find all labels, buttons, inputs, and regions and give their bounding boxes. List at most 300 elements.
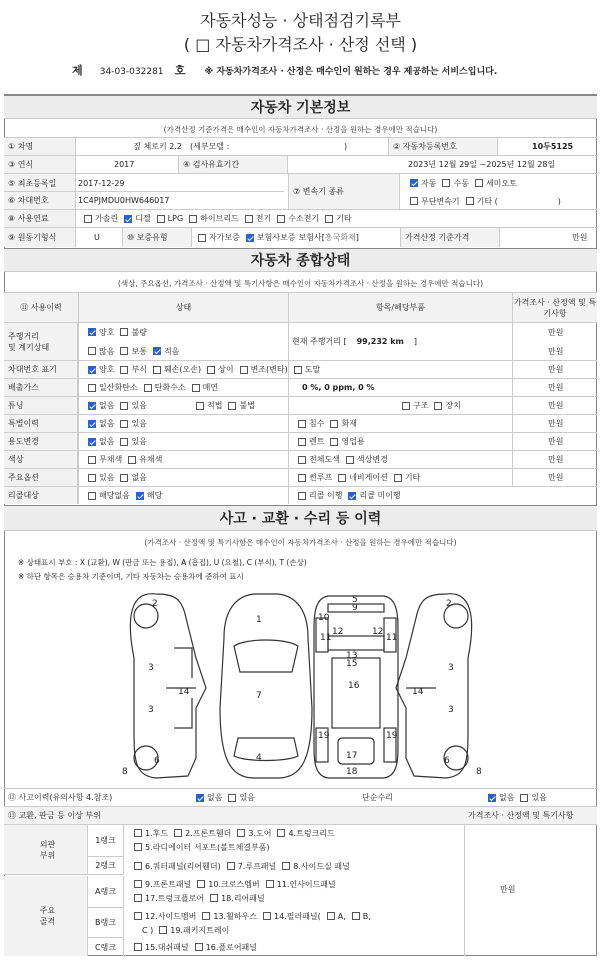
recall-not-checkbox[interactable] [348,492,356,500]
svg-text:11: 11 [386,633,398,643]
svg-text:19: 19 [386,731,398,741]
repair-none-checkbox[interactable] [488,794,496,802]
special-label: 특별이력 [4,415,78,432]
service-notice: ※ 자동차가격조사 · 산정은 매수인이 원하는 경우 제공하는 서비스입니다. [204,67,498,77]
recall-na-label: 해당없음 [99,491,130,500]
option-none-checkbox[interactable] [120,474,128,482]
rank1-items [128,826,335,854]
svg-text:3: 3 [448,663,454,673]
usage-none-label: 없음 [99,437,115,446]
document-subtitle: ( □ 자동차가격조사 · 산정 선택 ) [183,35,418,54]
recall-na-checkbox[interactable] [88,492,96,500]
fire-label: 화재 [341,419,357,428]
warranty-insurance-checkbox[interactable] [246,234,254,242]
rankA-items [128,877,336,905]
color-price: 만원 [548,455,564,464]
first-reg-label: ⑤ 최초등록일 [4,174,76,192]
vin-mark-price: 만원 [548,365,564,374]
business-checkbox[interactable] [330,438,338,446]
exchange-price-label: 가격조사 · 산정액 및 특기사항 [468,811,574,820]
special-none-checkbox[interactable] [88,420,96,428]
rank2-items [128,858,350,874]
fire-checkbox[interactable] [330,420,338,428]
part-door-label: 3.도어 [248,828,272,838]
part-quarter-panel-label: 6.쿼터패널(리어휀더) [145,861,221,871]
vin-painted-label: 도말 [304,365,321,374]
doc-suffix: 호 [174,64,186,77]
pillar-b-checkbox[interactable] [352,912,360,920]
emission-hc-label: 탄화수소 [154,383,186,392]
warranty-insurance-label: 보험사보증 [256,233,296,242]
fuel-hybrid-checkbox[interactable] [189,215,197,223]
vin-diff-label: 상이 [218,365,234,374]
part-wheel-house-label: 13.휠하우스 [213,911,258,921]
vin-good-label: 양호 [99,365,115,374]
reg-no-value: 10두5125 [532,142,574,151]
status-col-line-1 [78,322,79,504]
inspect-period: 2023년 12월 29일 ~2025년 12월 28일 [408,160,556,169]
main-label-2: 골격 [39,917,56,926]
mileage-few-checkbox[interactable] [153,347,161,355]
document-number-row [72,62,497,78]
mileage-many-checkbox[interactable] [88,347,96,355]
status-col-line-2 [288,322,289,504]
meter-good-label: 양호 [99,327,115,337]
row-mileage [4,322,597,360]
rent-label: 렌트 [309,437,325,446]
fuel-gasoline-checkbox[interactable] [84,215,92,223]
fuel-label: ⑧ 사용연료 [4,210,76,227]
vin-value: 1C4PJMDU0HW646017 [78,196,170,205]
option-none-label: 없음 [131,473,147,482]
recall-not-label: 리콜 미이행 [359,491,401,500]
part-hood-checkbox[interactable] [134,829,142,837]
vin-good-checkbox[interactable] [88,366,96,374]
tuning-device-label: 장치 [445,401,461,410]
fuel-options [78,210,352,227]
option-type-options [292,469,420,486]
recall-applicable-checkbox[interactable] [136,492,144,500]
car-top-view [220,594,312,778]
usage-label: 용도변경 [4,433,78,450]
fuel-hydrogen-checkbox[interactable] [277,215,285,223]
row-vin-mark [4,360,597,378]
fuel-diesel-label: 디젤 [135,214,151,223]
rankB-items [128,909,371,937]
warranty-label: ⑩ 보증유형 [122,228,192,247]
part-trunk-floor-checkbox[interactable] [134,894,142,902]
svg-text:16: 16 [348,681,360,691]
usage-type-options [292,433,365,450]
warranty-close: ] [355,233,359,242]
tuning-exists-label: 있음 [131,401,147,410]
part-floor-panel-checkbox[interactable] [195,943,203,951]
flood-label: 침수 [309,419,325,428]
svg-text:5: 5 [352,595,358,605]
detail-model-close: ) [344,142,348,151]
mileage-label [4,323,78,360]
part-rear-panel-checkbox[interactable] [210,894,218,902]
color-options [82,451,162,468]
color-label: 색상 [4,451,78,468]
tuning-none-checkbox[interactable] [88,402,96,410]
tuning-options [82,397,147,414]
usage-exists-checkbox[interactable] [120,438,128,446]
part-side-member-checkbox[interactable] [134,912,142,920]
part-roof-panel-checkbox[interactable] [227,862,235,870]
meter-good-checkbox[interactable] [88,328,96,336]
vin-altered-checkbox[interactable] [240,366,248,374]
svg-text:1: 1 [256,615,262,625]
section-status-title: 자동차 종합상태 [4,248,597,272]
fuel-electric-label: 전기 [255,214,272,223]
svg-text:15: 15 [346,659,358,669]
part-inside-panel-label: 11.인사이드패널 [276,879,336,889]
vin-altered-label: 변조(변타) [250,365,288,374]
part-door-checkbox[interactable] [237,829,245,837]
vin-painted-checkbox[interactable] [294,366,302,374]
repair-exists-checkbox[interactable] [520,794,528,802]
option-options [82,469,147,486]
part-trunk-lid-label: 4.트렁크리드 [288,828,335,838]
current-mileage-label: 현재 주행거리 [ [292,337,347,346]
svg-text:7: 7 [256,691,262,701]
part-package-tray-label: 19.패키지트레이 [170,925,230,935]
color-change-checkbox[interactable] [346,456,354,464]
accident-none-checkbox[interactable] [196,794,204,802]
svg-text:3: 3 [148,705,154,715]
trans-manual-label: 수동 [453,178,469,188]
recall-label: 리콜대상 [4,487,78,504]
svg-text:12: 12 [372,627,384,637]
car-name-value: 짚 체로키 2.2 [133,142,182,151]
outer-panel-label [4,825,88,875]
meter-bad-label: 불량 [131,327,147,337]
rank2-label: 2랭크 [88,857,124,875]
tuning-structure-checkbox[interactable] [402,402,410,410]
row-exchange-header [4,806,597,824]
special-price: 만원 [548,419,564,428]
business-label: 영업용 [341,437,365,446]
fuel-gasoline-label: 가솔린 [95,214,119,223]
rank1-label: 1랭크 [88,825,124,857]
part-cross-member-label: 10.크로스멤버 [208,879,260,889]
inspect-label: ④ 검사유효기간 [178,156,288,173]
row-accident-history [4,788,597,806]
svg-text:17: 17 [346,751,358,761]
vin-damage-label: 훼손(오손) [163,365,202,374]
warranty-company: 흥국화재 [324,233,356,242]
fuel-electric-checkbox[interactable] [245,215,253,223]
sunroof-label: 썬루프 [309,473,333,482]
vin-damage-checkbox[interactable] [153,366,161,374]
part-side-member-label: 12.사이드멤버 [145,911,197,921]
achromatic-checkbox[interactable] [88,456,96,464]
emission-options [82,379,218,396]
mileage-normal-label: 보통 [131,346,147,356]
paint-options [292,451,388,468]
tuning-price: 만원 [548,401,564,410]
tuning-type-options [396,397,461,414]
part-side-sill-checkbox[interactable] [282,862,290,870]
svg-text:8: 8 [476,767,482,777]
special-type-options [292,415,357,432]
row-emission [4,378,597,396]
mileage-price-2: 만원 [548,346,564,356]
trans-cvt-checkbox[interactable] [410,197,418,205]
row-special [4,414,597,432]
warranty-options [192,228,359,247]
option-label: 주요옵션 [4,469,78,486]
trans-other-close: ) [557,196,561,206]
usage-options [82,433,147,450]
warranty-insurance-bracket: 보험사[ [298,233,325,242]
tuning-legal-options [190,397,255,414]
part-floor-panel-label: 16.플로어패널 [205,942,258,952]
fuel-hydrogen-label: 수소전기 [288,214,320,223]
usage-none-checkbox[interactable] [88,438,96,446]
row-vin [4,191,284,209]
svg-text:3: 3 [148,663,154,673]
part-dash-panel-label: 15.대쉬패널 [145,942,189,952]
row-motor [4,227,597,247]
car-underbody-view [314,595,398,778]
meter-bad-checkbox[interactable] [120,328,128,336]
col-item: 항목/해당부품 [288,293,512,322]
trans-label: ⑦ 변속기 종류 [288,174,400,209]
option-other-checkbox[interactable] [394,474,402,482]
part-dash-panel-checkbox[interactable] [134,943,142,951]
basic-note: (가격산정 기준가격은 매수인이 자동차가격조사 · 산정을 원하는 경우에만 적습니다) [163,125,438,134]
rent-checkbox[interactable] [298,438,306,446]
trans-cvt-label: 무단변속기 [421,196,460,206]
fuel-diesel-checkbox[interactable] [124,215,132,223]
svg-text:2: 2 [446,599,452,609]
warranty-self-checkbox[interactable] [198,234,206,242]
special-none-label: 없음 [99,419,115,428]
section-accident-title: 사고 · 교환 · 수리 등 이력 [4,505,597,531]
row-fuel [4,209,597,227]
rankA-label: A랭크 [88,876,124,908]
row-tuning [4,396,597,414]
part-cross-member-checkbox[interactable] [197,880,205,888]
row-color [4,450,597,468]
document-title: 자동차성능 · 상태점검기록부 [200,11,401,30]
mileage-price-1: 만원 [548,327,564,337]
mileage-close: ] [413,337,418,346]
svg-text:8: 8 [122,767,128,777]
emission-label: 배출가스 [4,379,78,396]
vin-mark-label: 차대번호 표기 [4,361,78,378]
pillar-b-label: B, [362,911,371,921]
vin-label: ⑥ 차대번호 [4,192,76,209]
vin-rust-label: 부식 [131,365,147,374]
option-price: 만원 [548,473,564,482]
part-radiator-support-checkbox[interactable] [134,843,142,851]
tuning-illegal-checkbox[interactable] [228,402,236,410]
svg-text:13: 13 [346,651,358,661]
emission-co-checkbox[interactable] [88,384,96,392]
mileage-level-options [82,342,179,360]
svg-text:12: 12 [332,627,344,637]
svg-text:2: 2 [152,599,158,609]
part-side-sill-label: 8.사이드실 패널 [293,861,350,871]
svg-text:4: 4 [256,753,262,763]
col-price: 가격조사 · 산정액 및 특기사항 [512,293,597,322]
fuel-other-label: 기타 [336,214,352,223]
sunroof-checkbox[interactable] [298,474,306,482]
part-pillar-panel-label: 14.필러패널( [274,911,321,921]
tuning-legal-checkbox[interactable] [196,402,204,410]
rankB-label: B랭크 [88,908,124,938]
tuning-structure-label: 구조 [413,401,429,410]
tuning-device-checkbox[interactable] [434,402,442,410]
part-quarter-panel-checkbox[interactable] [134,862,142,870]
part-front-panel-label: 9.프론트패널 [145,879,192,889]
mileage-many-label: 많음 [99,346,115,356]
part-front-fender-label: 2.프론트휀더 [185,828,232,838]
status-note: (색상, 주요옵션, 가격조사 · 산정액 및 특기사항은 매수인이 자동차가격조사 · 산정을 원하는 경우에만 적습니다) [117,279,484,288]
section-basic-title: 자동차 기본정보 [4,95,597,119]
part-inside-panel-checkbox[interactable] [266,880,274,888]
current-mileage [292,323,417,360]
tuning-legal-label: 적법 [207,401,223,410]
special-options [82,415,147,432]
repair-none-label: 없음 [499,793,515,802]
warranty-self-label: 자가보증 [209,233,240,242]
part-pillar-panel-checkbox[interactable] [263,912,271,920]
recall-status-options [292,487,401,504]
outer-label-2: 부위 [39,850,56,860]
car-right-side-view [396,594,482,778]
simple-repair-label: 단순수리 [362,793,393,802]
car-damage-diagram [6,588,596,784]
part-rear-panel-label: 18.리어패널 [221,893,265,903]
exchange-label: ⑬ 교환, 판금 등 이상 부위 [8,811,101,820]
price-base-label: 가격산정 기준가격 [400,228,500,247]
chromatic-checkbox[interactable] [128,456,136,464]
full-paint-label: 전체도색 [309,455,340,464]
svg-text:11: 11 [320,633,332,643]
chromatic-label: 유채색 [139,455,163,464]
special-exists-checkbox[interactable] [120,420,128,428]
full-paint-checkbox[interactable] [298,456,306,464]
svg-text:10: 10 [318,613,330,623]
col-state: 상태 [78,293,288,322]
tuning-label: 튜닝 [4,397,78,414]
option-exists-checkbox[interactable] [88,474,96,482]
car-name-label: ① 차명 [4,138,76,155]
motor-value: U [94,233,100,242]
recall-options [82,487,162,504]
pillar-a-label: A, [337,911,346,921]
outer-label-1: 외판 [39,839,56,849]
mileage-few-label: 적음 [163,346,180,356]
exchange-price-unit: 만원 [500,885,516,894]
doc-label: 제 [72,64,83,77]
part-front-fender-checkbox[interactable] [174,829,182,837]
part-trunk-floor-label: 17.트렁크플로어 [145,893,205,903]
tuning-exists-checkbox[interactable] [120,402,128,410]
fuel-lpg-label: LPG [167,214,184,223]
accident-options [190,789,255,806]
trans-manual-checkbox[interactable] [442,179,450,187]
part-roof-panel-label: 7.루프패널 [237,861,277,871]
part-trunk-lid-checkbox[interactable] [277,829,285,837]
navi-checkbox[interactable] [338,474,346,482]
rankC-items [128,939,257,955]
trans-auto-label: 자동 [421,178,437,188]
mileage-label-1: 주행거리 [8,331,39,341]
simple-repair-options [482,789,547,806]
part-wheel-house-checkbox[interactable] [202,912,210,920]
pillar-a-checkbox[interactable] [327,912,335,920]
flood-checkbox[interactable] [298,420,306,428]
accident-exists-label: 있음 [239,793,255,802]
accident-exists-checkbox[interactable] [228,794,236,802]
svg-text:14: 14 [178,687,190,697]
tuning-illegal-label: 불법 [239,401,255,410]
row-options [4,468,597,486]
car-left-side-view [122,594,206,778]
mileage-normal-checkbox[interactable] [120,347,128,355]
rankC-label: C랭크 [88,938,124,956]
mileage-value: 99,232 km [356,337,404,346]
vin-diff-checkbox[interactable] [207,366,215,374]
recall-applicable-label: 해당 [146,491,163,500]
svg-text:14: 14 [412,687,424,697]
fuel-hybrid-label: 하이브리드 [200,214,239,223]
svg-text:3: 3 [448,705,454,715]
doc-number: 34-03-032281 [99,67,164,77]
recall-done-checkbox[interactable] [298,492,306,500]
status-col-line-3 [512,322,513,486]
row-car-name [4,137,597,155]
fuel-other-checkbox[interactable] [325,215,333,223]
option-other-label: 기타 [404,473,421,482]
svg-text:6: 6 [444,756,450,766]
trans-semi-checkbox[interactable] [475,179,483,187]
part-front-panel-checkbox[interactable] [134,880,142,888]
reg-no-label: ② 자동차등록번호 [388,138,498,155]
usage-price: 만원 [548,437,564,446]
mileage-label-2: 및 계기상태 [8,342,50,352]
year-label: ③ 연식 [4,156,76,173]
svg-text:9: 9 [352,603,358,613]
detail-model-label: (세부모델 : [190,142,230,151]
fuel-lpg-checkbox[interactable] [157,215,165,223]
main-label-1: 주요 [39,906,56,915]
trans-options-2 [404,192,561,210]
trans-other-checkbox[interactable] [466,197,474,205]
trans-other-label: 기타 ( [476,196,498,206]
trans-semi-label: 세미오토 [485,178,517,188]
main-frame-label [4,876,88,956]
part-radiator-support-label: 5.라디에이터 서포트(볼트체결부품) [145,842,270,852]
emission-smoke-checkbox[interactable] [192,384,200,392]
exchange-col-line [464,825,465,956]
emission-hc-checkbox[interactable] [144,384,152,392]
color-change-label: 색상변경 [356,455,388,464]
trans-auto-checkbox[interactable] [410,179,418,187]
row-recall [4,486,597,504]
vin-mark-options [82,361,320,378]
achromatic-label: 무채색 [99,455,123,464]
usage-exists-label: 있음 [131,437,147,446]
vin-rust-checkbox[interactable] [120,366,128,374]
part-package-tray-checkbox[interactable] [159,926,167,934]
row-year [4,155,597,173]
